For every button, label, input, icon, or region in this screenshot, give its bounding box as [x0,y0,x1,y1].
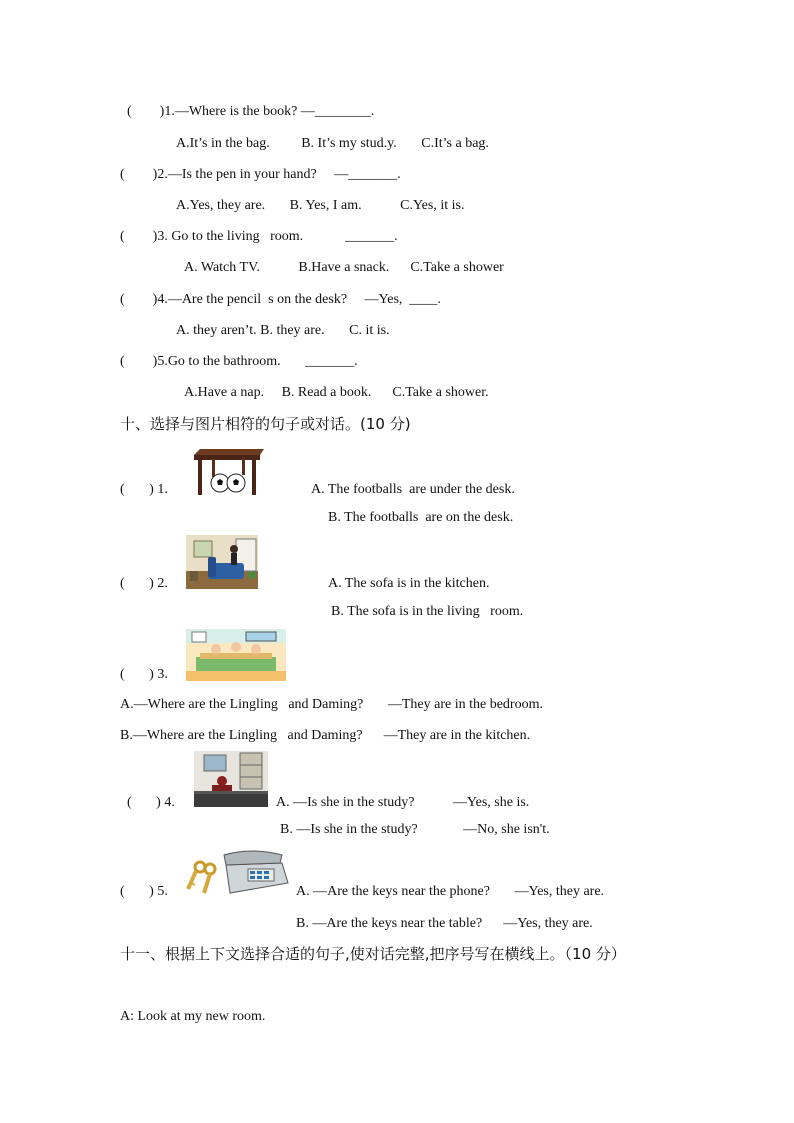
q5-question: ( )5.Go to the bathroom. _______. [120,354,358,369]
pic4-option-b: B. —Is she in the study? —No, she isn't. [280,822,550,837]
pic2-option-a: A. The sofa is in the kitchen. [328,576,490,591]
pic3-option-b: B.—Where are the Lingling and Daming? —They are in the kitchen. [120,728,531,743]
kitchen-family-image [186,629,286,681]
section10-heading: 十、选择与图片相符的句子或对话。(10 分) [120,415,411,433]
q3-options: A. Watch TV. B.Have a snack. C.Take a shower [184,260,504,275]
pic3-option-a: A.—Where are the Lingling and Daming? —They are in the bedroom. [120,697,543,712]
q4-question: ( )4.—Are the pencil s on the desk? —Yes, ____. [120,292,441,307]
q5-options: A.Have a nap. B. Read a book. C.Take a shower. [184,385,489,400]
q2-question: ( )2.—Is the pen in your hand? —_______. [120,167,401,182]
q1-options: A.It’s in the bag. B. It’s my stud.y. C.It’s a bag. [176,136,489,151]
study-room-image [194,751,268,807]
pic4-option-a: A. —Is she in the study? —Yes, she is. [276,795,530,810]
pic2-option-b: B. The sofa is in the living room. [331,604,524,619]
q3-question: ( )3. Go to the living room. _______. [120,229,398,244]
pic1-number: ( ) 1. [120,482,168,497]
keys-phone-image [186,849,290,899]
dialogue-line-1: A: Look at my new room. [120,1009,266,1024]
pic2-number: ( ) 2. [120,576,168,591]
pic5-option-a: A. —Are the keys near the phone? —Yes, they are. [296,884,605,899]
pic1-option-a: A. The footballs are under the desk. [311,482,515,497]
pic4-number: ( ) 4. [127,795,175,810]
desk-footballs-image [190,445,266,497]
q4-options: A. they aren’t. B. they are. C. it is. [176,323,390,338]
q1-question: ( )1.—Where is the book? —________. [127,104,375,119]
pic5-number: ( ) 5. [120,884,168,899]
q2-options: A.Yes, they are. B. Yes, I am. C.Yes, it is. [176,198,465,213]
pic3-number: ( ) 3. [120,667,168,682]
section11-heading: 十一、根据上下文选择合适的句子,使对话完整,把序号写在横线上。（10 分） [120,945,626,963]
pic5-option-b: B. —Are the keys near the table? —Yes, they are. [296,916,593,931]
pic1-option-b: B. The footballs are on the desk. [328,510,514,525]
living-room-image [186,535,258,589]
